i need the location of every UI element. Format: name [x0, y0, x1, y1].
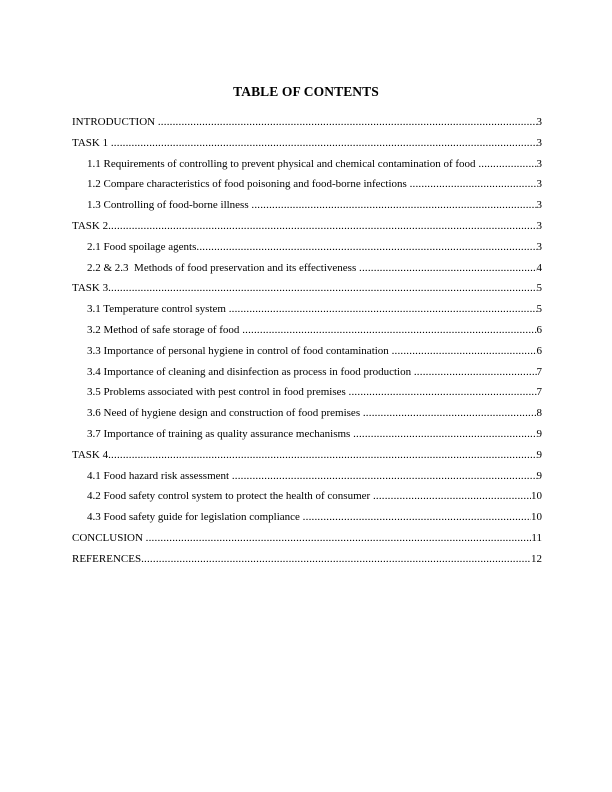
toc-dot-leader — [108, 280, 536, 296]
toc-dot-leader — [363, 405, 537, 421]
toc-entry-label: TASK 3 — [72, 282, 109, 295]
toc-entry[interactable] — [72, 156, 542, 177]
toc-entry-page: 6 — [536, 323, 542, 336]
toc-entry[interactable] — [72, 322, 542, 343]
toc-dot-leader — [141, 551, 531, 567]
toc-entry-label: 3.1 Temperature control system — [87, 303, 229, 316]
toc-dot-leader — [478, 156, 536, 172]
toc-entry-label: 2.2 & 2.3 Methods of food preservation and its effectiveness — [87, 261, 359, 274]
toc-dot-leader — [196, 239, 536, 255]
toc-entry-page: 7 — [536, 386, 542, 399]
toc-entry-page: 10 — [531, 511, 542, 524]
toc-entry[interactable] — [72, 176, 542, 197]
toc-entry-page: 3 — [536, 116, 542, 128]
toc-entry[interactable] — [72, 218, 542, 239]
toc-entry-page: 6 — [536, 344, 542, 357]
toc-entry[interactable] — [72, 239, 542, 260]
toc-entry-label: REFERENCES — [72, 552, 142, 565]
toc-entry-page: 5 — [536, 303, 542, 316]
toc-dot-leader — [392, 343, 537, 359]
toc-entry-page: 3 — [536, 199, 542, 212]
toc-entry[interactable] — [72, 364, 542, 385]
toc-entry-label: 3.6 Need of hygiene design and construction of food premises — [87, 407, 363, 420]
toc-entry-page: 3 — [536, 136, 542, 149]
toc-dot-leader — [373, 488, 531, 504]
toc-entry[interactable] — [72, 260, 542, 281]
toc-entry-label: 1.3 Controlling of food-borne illness — [87, 199, 252, 212]
toc-dot-leader — [111, 135, 537, 151]
toc-entry-page: 8 — [536, 407, 542, 420]
toc-entry-page: 4 — [536, 261, 542, 274]
toc-dot-leader — [232, 468, 537, 484]
toc-dot-leader — [349, 384, 537, 400]
toc-entry[interactable] — [72, 135, 542, 156]
toc-dot-leader — [359, 260, 537, 276]
toc-entry-label: 3.3 Importance of personal hygiene in control of food contamination — [87, 344, 392, 357]
toc-entry-page: 5 — [536, 282, 542, 295]
toc-entry-page: 9 — [536, 469, 542, 482]
toc-dot-leader — [108, 218, 536, 234]
toc-entry[interactable] — [72, 530, 542, 551]
toc-entry[interactable] — [72, 343, 542, 364]
toc-dot-leader — [146, 530, 532, 546]
toc-entry-label: 4.3 Food safety guide for legislation compliance — [87, 511, 303, 524]
toc-entry-label: 4.1 Food hazard risk assessment — [87, 469, 232, 482]
toc-entry[interactable] — [72, 301, 542, 322]
toc-dot-leader — [108, 447, 536, 463]
toc-entry-label: INTRODUCTION — [72, 116, 158, 128]
toc-dot-leader — [303, 509, 531, 525]
toc-dot-leader — [251, 197, 536, 213]
toc-entry[interactable] — [72, 280, 542, 301]
toc-entry[interactable] — [72, 468, 542, 489]
toc-entry[interactable] — [72, 426, 542, 447]
toc-dot-leader — [229, 301, 537, 317]
toc-entry[interactable] — [72, 488, 542, 509]
toc-entry-page: 7 — [536, 365, 542, 378]
toc-entry[interactable] — [72, 447, 542, 468]
toc-entry-page: 3 — [536, 157, 542, 170]
toc-entry-label: CONCLUSION — [72, 531, 146, 544]
toc-dot-leader — [242, 322, 536, 338]
toc-dot-leader — [410, 176, 537, 192]
toc-entry[interactable] — [72, 384, 542, 405]
toc-entry-label: 3.7 Importance of training as quality assurance mechanisms — [87, 427, 354, 440]
toc-entry-label: TASK 1 — [72, 136, 111, 149]
toc-entry-label: 1.1 Requirements of controlling to prevent physical and chemical contamination of food — [87, 157, 479, 170]
toc-entry[interactable] — [72, 405, 542, 426]
toc-entry-page: 9 — [536, 427, 542, 440]
toc-entry-label: 3.5 Problems associated with pest control in food premises — [87, 386, 349, 399]
toc-entry-page: 3 — [536, 178, 542, 191]
toc-entry-label: TASK 2 — [72, 219, 109, 232]
toc-entry-label: 1.2 Compare characteristics of food poisoning and food-borne infections — [87, 178, 410, 191]
table-of-contents — [72, 114, 542, 572]
toc-entry-page: 11 — [531, 531, 542, 544]
toc-entry-page: 10 — [531, 490, 542, 503]
toc-entry-label: 2.1 Food spoilage agents — [87, 240, 197, 253]
toc-entry-page: 3 — [536, 219, 542, 232]
toc-entry-page: 9 — [536, 448, 542, 461]
toc-entry-page: 12 — [531, 552, 542, 565]
toc-dot-leader — [414, 364, 537, 380]
toc-entry-label: 3.2 Method of safe storage of food — [87, 323, 243, 336]
toc-entry-label: 4.2 Food safety control system to protect the health of consumer — [87, 490, 373, 503]
toc-entry-label: TASK 4 — [72, 448, 109, 461]
toc-entry[interactable] — [72, 197, 542, 218]
toc-dot-leader — [353, 426, 536, 442]
toc-entry-label: 3.4 Importance of cleaning and disinfection as process in food production — [87, 365, 414, 378]
toc-entry[interactable] — [72, 551, 542, 572]
toc-dot-leader — [158, 114, 537, 130]
page-title: TABLE OF CONTENTS — [233, 84, 379, 99]
toc-entry[interactable] — [72, 509, 542, 530]
toc-entry[interactable] — [72, 114, 542, 135]
toc-entry-page: 3 — [536, 240, 542, 253]
